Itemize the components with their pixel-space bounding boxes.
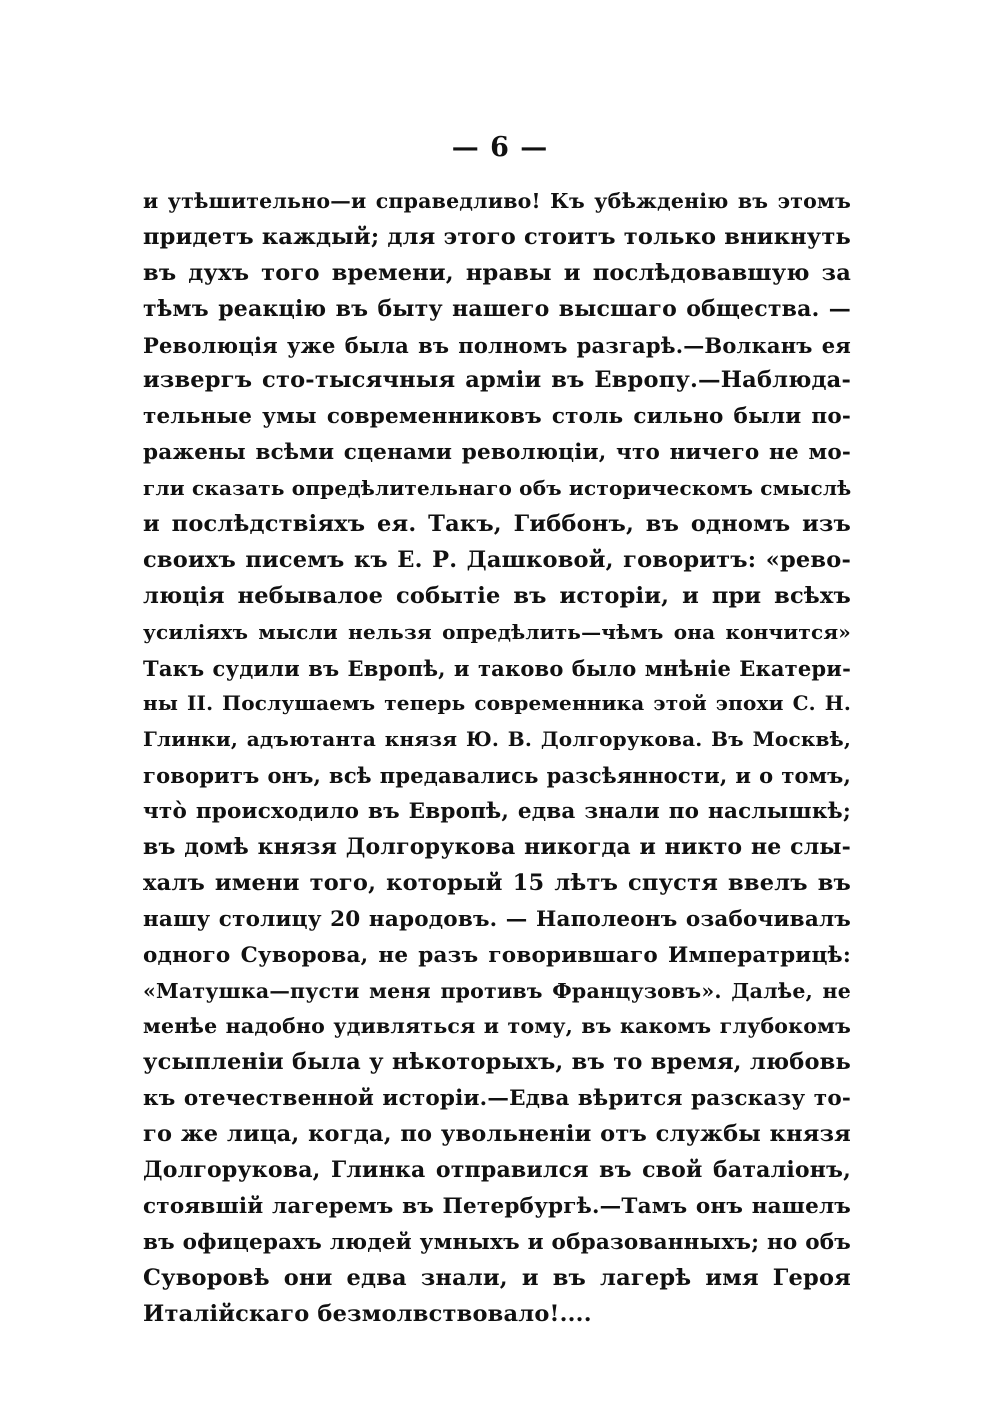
- text-line: Долгорукова, Глинка отправился въ свой баталіонъ,: [143, 1157, 851, 1184]
- text-line: тельные умы современниковъ столь сильно были по-: [143, 404, 851, 430]
- text-line: Революція уже была въ полномъ разгарѣ.—Волканъ ея: [143, 332, 851, 358]
- text-line: своихъ писемъ къ Е. Р. Дашковой, говоритъ: «рево-: [143, 546, 851, 573]
- text-line: усиліяхъ мысли нельзя опредѣлить—чѣмъ она кончится»: [143, 619, 851, 644]
- text-line: въ домѣ князя Долгорукова никогда и никто не слы-: [143, 834, 851, 861]
- text-line: одного Суворова, не разъ говорившаго Императрицѣ:: [143, 942, 851, 968]
- text-line: го же лица, когда, по увольненіи отъ службы князя: [143, 1121, 851, 1148]
- text-line: Такъ судили въ Европѣ, и таково было мнѣніе Екатери-: [143, 655, 851, 681]
- text-line: что̀ происходило въ Европѣ, едва знали по наслышкѣ;: [143, 799, 851, 825]
- text-line: люція небывалое событіе въ исторіи, и при всѣхъ: [143, 582, 851, 609]
- text-line: ражены всѣми сценами революціи, что ничего не мо-: [143, 440, 851, 466]
- text-line: въ офицерахъ людей умныхъ и образованныхъ; но объ: [143, 1229, 851, 1255]
- text-line: и послѣдствіяхъ ея. Такъ, Гиббонъ, въ одномъ изъ: [143, 511, 851, 538]
- text-line: Италійскаго безмолвствовало!....: [143, 1300, 592, 1327]
- text-line: нашу столицу 20 народовъ. — Наполеонъ озабочивалъ: [143, 906, 851, 932]
- text-line: и утѣшительно—и справедливо! Къ убѣжденію въ этомъ: [143, 189, 851, 213]
- text-line: гли сказать опредѣлительнаго объ историческомъ смыслѣ: [143, 476, 851, 501]
- body-text: [143, 184, 851, 1333]
- text-line: придетъ каждый; для этого стоитъ только вникнуть: [143, 223, 851, 250]
- text-line: менѣе надобно удивляться и тому, въ какомъ глубокомъ: [143, 1014, 851, 1039]
- text-line: «Матушка—пусти меня противъ Французовъ». Далѣе, не: [143, 978, 851, 1003]
- page-number: — 6 —: [451, 132, 549, 163]
- text-line: тѣмъ реакцію въ быту нашего высшаго общества. —: [143, 295, 851, 322]
- text-line: ны II. Послушаемъ теперь современника этой эпохи С. Н.: [143, 691, 851, 716]
- text-line: извергъ сто-тысячныя арміи въ Европу.—Наблюда-: [143, 367, 851, 394]
- text-line: къ отечественной исторіи.—Едва вѣрится разсказу то-: [143, 1086, 851, 1112]
- text-line: Глинки, адъютанта князя Ю. В. Долгорукова. Въ Москвѣ,: [143, 727, 851, 752]
- text-line: стоявшій лагеремъ въ Петербургѣ.—Тамъ онъ нашелъ: [143, 1193, 851, 1219]
- text-line: халъ имени того, который 15 лѣтъ спустя ввелъ въ: [143, 869, 851, 896]
- text-line: усыпленіи была у нѣкоторыхъ, въ то время, любовь: [143, 1049, 851, 1076]
- text-line: въ духъ того времени, нравы и послѣдовавшую за: [143, 259, 851, 286]
- text-line: говоритъ онъ, всѣ предавались разсѣянности, и о томъ,: [143, 763, 851, 789]
- text-line: Суворовѣ они едва знали, и въ лагерѣ имя Героя: [143, 1264, 851, 1291]
